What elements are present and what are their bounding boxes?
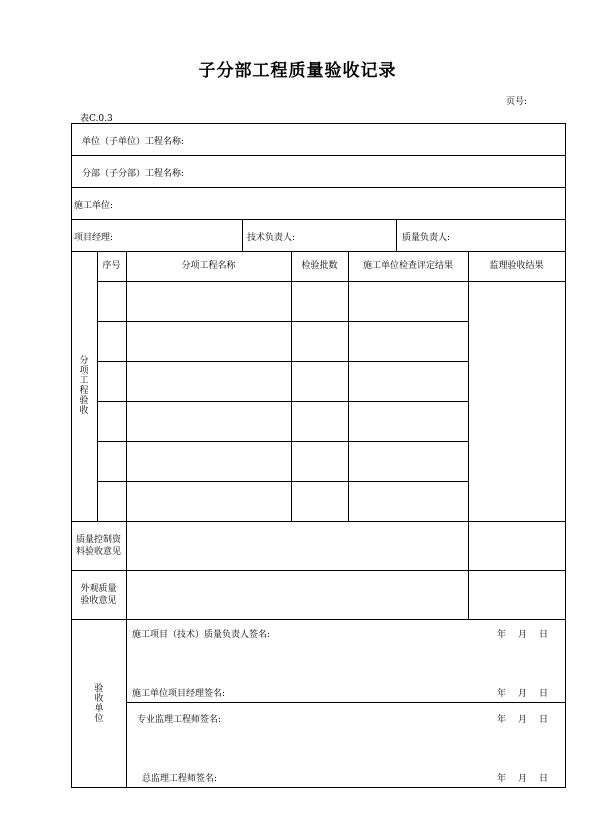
sign-contractor-quality-lead: 施工项目（技术）质量负责人签名: (132, 630, 271, 640)
frame-right (565, 123, 566, 788)
project-manager-label: 项目经理: (74, 233, 114, 243)
unit-project-name-label: 单位（子单位）工程名称: (82, 137, 185, 147)
quality-control-label (71, 521, 126, 570)
header-batch-count: 检验批数 (301, 261, 338, 271)
page-title: 子分部工程质量验收记录 (198, 61, 397, 81)
date-month-2: 月 (518, 689, 528, 699)
subdivision-name-label: 分部（子分部）工程名称: (82, 169, 185, 179)
sign-chief-supervisor: 总监理工程师签名: (142, 774, 218, 784)
page-number-label: 页号: (506, 97, 528, 107)
section-label-subitems: 分 项 工 程 验 收 (79, 356, 89, 416)
frame-top (71, 123, 566, 124)
date-month-1: 月 (518, 630, 528, 640)
frame-bottom (71, 787, 566, 788)
date-day-2: 日 (539, 689, 549, 699)
sign-contractor-project-manager: 施工单位项目经理签名: (132, 689, 226, 699)
date-year-4: 年 (497, 774, 507, 784)
header-subitem-name: 分项工程名称 (181, 261, 236, 271)
date-day-3: 日 (539, 715, 549, 725)
sign-supervision-engineer: 专业监理工程师签名: (137, 715, 222, 725)
quality-control-label-line1: 质量控制资 (75, 534, 121, 545)
date-year-1: 年 (497, 630, 507, 640)
date-month-3: 月 (518, 715, 528, 725)
form-code: 表C.0.3 (80, 114, 113, 124)
date-month-4: 月 (518, 774, 528, 784)
date-day-1: 日 (539, 630, 549, 640)
quality-lead-label: 质量负责人: (402, 233, 451, 243)
tech-lead-label: 技术负责人: (247, 233, 296, 243)
date-year-2: 年 (497, 689, 507, 699)
header-supervision-result: 监理验收结果 (489, 261, 544, 271)
date-day-4: 日 (539, 774, 549, 784)
frame-left (71, 123, 72, 788)
quality-control-label-line2: 料验收意见 (75, 546, 121, 557)
header-seq: 序号 (102, 261, 121, 271)
appearance-label-line1: 外观质量 (80, 583, 117, 594)
header-contractor-result: 施工单位检查评定结果 (362, 261, 453, 271)
appearance-label (71, 570, 126, 619)
acceptance-unit-label: 验 收 单 位 (94, 684, 104, 724)
date-year-3: 年 (497, 715, 507, 725)
contractor-label: 施工单位: (74, 201, 114, 211)
appearance-label-line2: 验收意见 (80, 595, 117, 606)
